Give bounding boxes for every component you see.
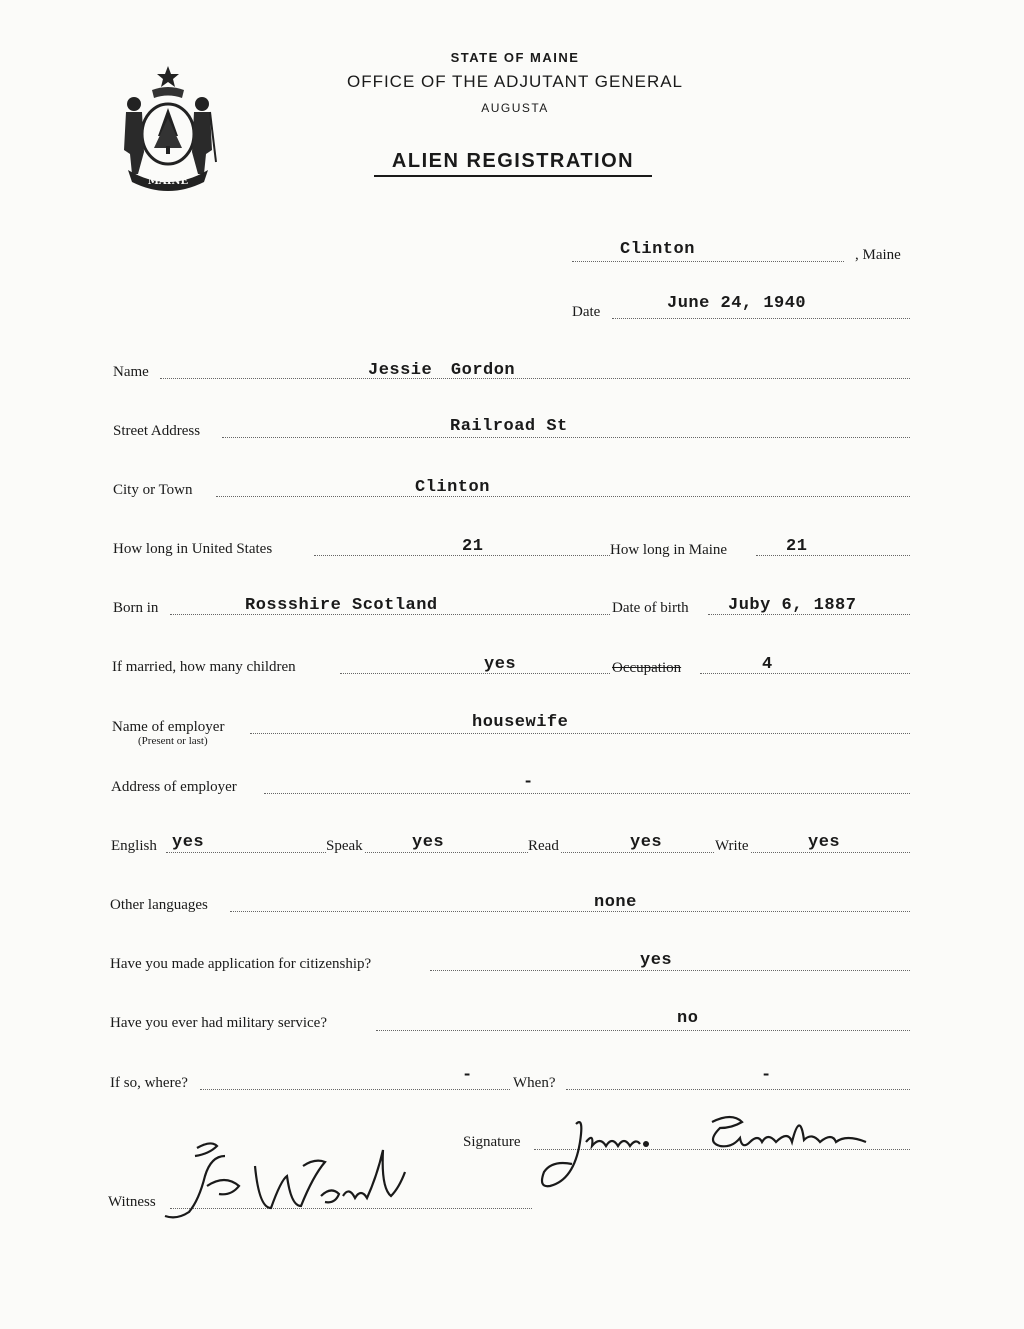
- where-value: -: [462, 1066, 473, 1085]
- born-in-value: Rossshire Scotland: [245, 596, 438, 615]
- when-value: -: [761, 1066, 772, 1085]
- when-label: When?: [513, 1075, 556, 1091]
- married-value: yes: [484, 655, 517, 674]
- other-languages-value: none: [594, 893, 637, 912]
- how-long-us-value: 21: [462, 537, 484, 556]
- occupation-label: Occupation: [612, 660, 682, 676]
- seal-lettering: MAINE: [147, 176, 189, 187]
- form-title: ALIEN REGISTRATION: [374, 150, 652, 177]
- military-value: no: [677, 1009, 699, 1028]
- name-value: Jessie Gordon: [368, 361, 516, 380]
- speak-value: yes: [412, 833, 445, 852]
- employer-address-value: -: [523, 773, 534, 792]
- date-value: June 24, 1940: [667, 294, 807, 313]
- speak-label: Speak: [326, 838, 363, 854]
- born-in-label: Born in: [113, 600, 159, 616]
- witness-handwriting: [155, 1136, 425, 1226]
- where-label: If so, where?: [110, 1075, 188, 1091]
- employer-value: housewife: [472, 713, 569, 732]
- other-languages-label: Other languages: [110, 897, 208, 913]
- street-value: Railroad St: [450, 417, 568, 436]
- signature-handwriting: [536, 1102, 876, 1194]
- citizenship-value: yes: [640, 951, 673, 970]
- write-label: Write: [715, 838, 749, 854]
- employer-address-label: Address of employer: [111, 779, 237, 795]
- military-label: Have you ever had military service?: [110, 1015, 327, 1031]
- english-label: English: [111, 838, 157, 854]
- city-value: Clinton: [415, 478, 490, 497]
- read-value: yes: [630, 833, 663, 852]
- maine-seal-icon: [112, 62, 224, 192]
- witness-label: Witness: [108, 1194, 156, 1210]
- header-state: STATE OF MAINE: [450, 50, 580, 65]
- header-office: OFFICE OF THE ADJUTANT GENERAL: [346, 72, 684, 91]
- occupation-value: 4: [762, 655, 773, 674]
- street-label: Street Address: [113, 423, 201, 439]
- employer-label: Name of employer: [112, 719, 225, 735]
- date-label: Date: [572, 304, 601, 320]
- signature-label: Signature: [463, 1134, 521, 1150]
- how-long-maine-label: How long in Maine: [610, 542, 728, 558]
- write-value: yes: [808, 833, 841, 852]
- header-city: AUGUSTA: [481, 101, 549, 115]
- city-label: City or Town: [113, 482, 193, 498]
- read-label: Read: [528, 838, 559, 854]
- english-value: yes: [172, 833, 205, 852]
- location-state-label: , Maine: [855, 247, 901, 263]
- employer-sublabel: (Present or last): [138, 735, 208, 747]
- dob-label: Date of birth: [612, 600, 689, 616]
- how-long-maine-value: 21: [786, 537, 808, 556]
- how-long-us-label: How long in United States: [113, 541, 273, 557]
- name-label: Name: [113, 364, 149, 380]
- married-label: If married, how many children: [112, 659, 296, 675]
- citizenship-label: Have you made application for citizenship?: [110, 956, 372, 972]
- location-town: Clinton: [620, 240, 695, 259]
- dob-value: Juby 6, 1887: [728, 596, 857, 615]
